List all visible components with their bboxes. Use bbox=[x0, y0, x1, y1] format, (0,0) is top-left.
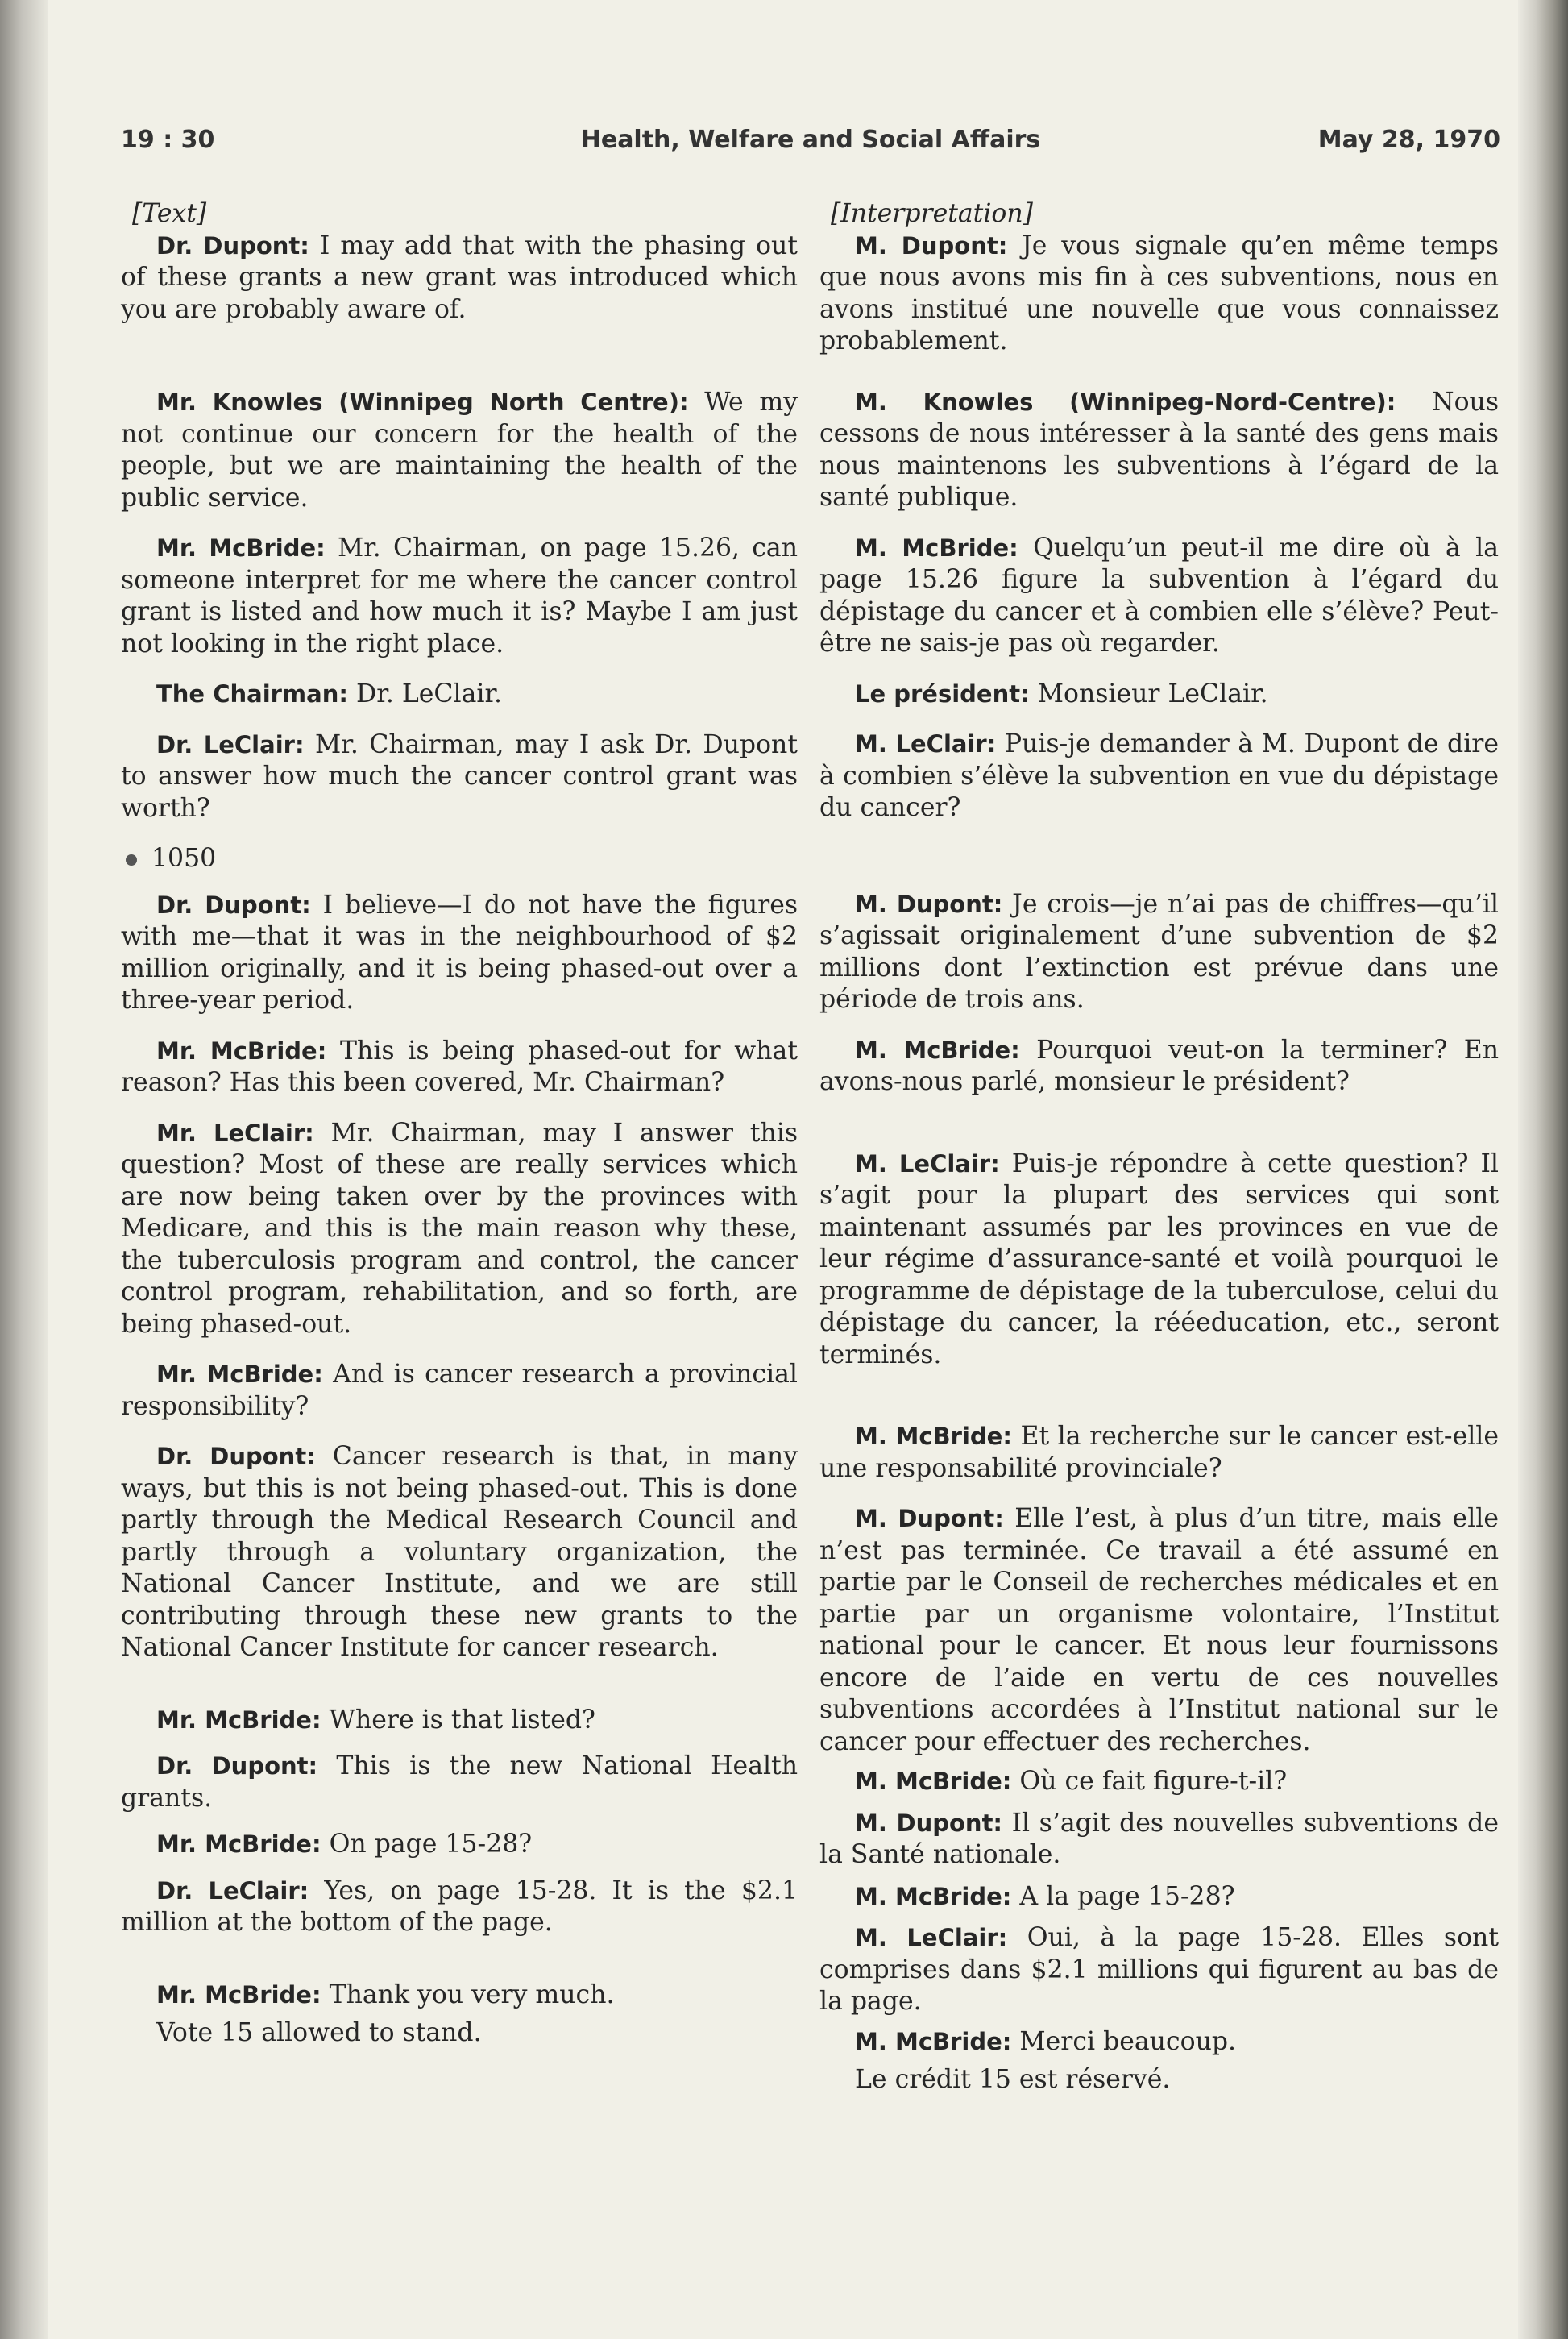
transcript-paragraph bbox=[121, 1441, 798, 1664]
speech-text: Mr. Chairman, may I answer this question? Most of these are really services which are now being taken over by the provinces with Medicare, and this is the main reason why these, the tuberculosis program and control, the cancer control program, rehabilitation, and so forth, are being phased-out. bbox=[121, 1118, 798, 1339]
vote-status-line bbox=[121, 2017, 798, 2050]
transcript-paragraph bbox=[121, 1876, 798, 1939]
speech-text: Cancer research is that, in many ways, but this is not being phased-out. This is done partly through the Medical Research Council and partly through a voluntary organization, the National Cancer Institute, and we are still contributing through these new grants to the National Cancer Institute for cancer research. bbox=[121, 1442, 799, 1662]
speaker-name: M. McBride: bbox=[855, 2027, 1012, 2055]
speaker-name: M. Dupont: bbox=[855, 1505, 1004, 1532]
speech-text: Et la recherche sur le cancer est-elle une responsabilité provinciale? bbox=[819, 1422, 1499, 1483]
speech-text: I may add that with the phasing out of these grants a new grant was introduced which you are probably aware of. bbox=[121, 231, 799, 324]
speech-text: On page 15-28? bbox=[321, 1830, 533, 1859]
speaker-name: Dr. LeClair: bbox=[156, 1876, 309, 1905]
speech-text: Puis-je répondre à cette question? Il s’agit pour la plupart des services qui sont maintenant assumés par les provinces en vue de leur régime d’assurance-santé et voilà pourquoi le programme de dépistage de la tuberculose, celui du dépistage du cancer, la rééeducation, etc., seront terminés. bbox=[819, 1149, 1499, 1369]
speech-text: Mr. Chairman, on page 15.26, can someone interpret for me where the cancer control grant is listed and how much it is? Maybe I am just not looking in the right place. bbox=[121, 534, 798, 658]
speech-text: Yes, on page 15-28. It is the $2.1 million at the bottom of the page. bbox=[121, 1876, 798, 1937]
transcript-paragraph bbox=[819, 679, 1499, 711]
speech-text: And is cancer research a provincial responsibility? bbox=[121, 1360, 798, 1421]
speaker-name: Mr. McBride: bbox=[156, 534, 326, 562]
speech-text: Thank you very much. bbox=[321, 1980, 615, 2009]
time-marker-bullet-icon bbox=[126, 854, 137, 866]
speech-text: I believe—I do not have the figures with me—that it was in the neighbourhood of $2 million originally, and it is being phased-out over a three-year period. bbox=[121, 890, 799, 1015]
speaker-name: Mr. Knowles (Winnipeg North Centre): bbox=[156, 388, 689, 416]
speech-text: Oui, à la page 15-28. Elles sont comprises dans $2.1 millions qui figurent au bas de la page. bbox=[819, 1923, 1499, 2016]
running-title: Health, Welfare and Social Affairs bbox=[580, 126, 1041, 154]
speaker-name: Mr. McBride: bbox=[156, 1830, 321, 1858]
transcript-paragraph bbox=[121, 890, 798, 1017]
transcript-paragraph bbox=[819, 1808, 1499, 1872]
speaker-name: M. Knowles (Winnipeg-Nord-Centre): bbox=[855, 388, 1396, 416]
transcript-paragraph bbox=[121, 729, 798, 825]
speech-text: Pourquoi veut-on la terminer? En avons-nous parlé, monsieur le président? bbox=[819, 1035, 1499, 1096]
transcript-paragraph bbox=[819, 1503, 1499, 1758]
speaker-name: M. Dupont: bbox=[855, 890, 1003, 918]
speaker-name: Mr. McBride: bbox=[156, 1037, 327, 1065]
time-marker bbox=[121, 843, 798, 875]
speaker-name: Mr. McBride: bbox=[156, 1705, 321, 1734]
speaker-name: M. McBride: bbox=[855, 1768, 1012, 1795]
transcript-paragraph bbox=[121, 1829, 798, 1861]
transcript-paragraph bbox=[819, 729, 1499, 825]
transcript-paragraph bbox=[121, 1751, 798, 1814]
speech-text: Le crédit 15 est réservé. bbox=[855, 2065, 1171, 2094]
speech-text: This is being phased-out for what reason? Has this been covered, Mr. Chairman? bbox=[121, 1036, 798, 1097]
page-header bbox=[121, 126, 1500, 164]
transcript-paragraph bbox=[819, 1881, 1499, 1913]
speech-text: Quelqu’un peut-il me dire où à la page 15.26 figure la subvention à l’égard du dépistage du cancer et à combien elle s’élève? Peut-être ne sais-je pas où regarder. bbox=[819, 533, 1500, 658]
speaker-name: M. LeClair: bbox=[855, 730, 997, 758]
speaker-name: Dr. Dupont: bbox=[156, 1752, 318, 1780]
transcript-paragraph bbox=[819, 2026, 1499, 2059]
transcript-paragraph bbox=[819, 387, 1499, 514]
speech-text: Elle l’est, à plus d’un titre, mais elle n’est pas terminée. Ce travail a été assumé en partie par le Conseil de recherches médicales et en partie par un organisme volontaire, l’Institut national pour le cancer. Et nous leur fournissons encore de l’aide en vertu de ces nouvelles subventions accordées à l’Institut national sur le cancer pour effectuer des recherches. bbox=[819, 1504, 1499, 1756]
section-label-interpretation: [Interpretation] bbox=[831, 199, 1033, 228]
english-text-column bbox=[121, 198, 798, 2050]
speech-text: We my not continue our concern for the health of the people, but we are maintaining the health of the public service. bbox=[121, 388, 798, 513]
section-label-text: [Text] bbox=[132, 199, 207, 228]
transcript-paragraph bbox=[819, 1421, 1499, 1485]
transcript-paragraph bbox=[121, 1980, 798, 2012]
speech-text: Nous cessons de nous intéresser à la santé des gens mais nous maintenons les subventions à l’égard de la santé publique. bbox=[819, 387, 1499, 512]
speaker-name: Mr. McBride: bbox=[156, 1361, 323, 1388]
page-fore-edge bbox=[1518, 0, 1568, 2339]
speech-text: Où ce fait figure-t-il? bbox=[1011, 1767, 1288, 1796]
speech-text: Mr. Chairman, may I ask Dr. Dupont to answer how much the cancer control grant was worth? bbox=[121, 729, 798, 823]
transcript-paragraph bbox=[121, 1359, 798, 1423]
speaker-name: M. Dupont: bbox=[855, 1809, 1003, 1837]
speaker-name: Dr. Dupont: bbox=[156, 1443, 316, 1470]
transcript-paragraph bbox=[121, 533, 798, 660]
speaker-name: Dr. LeClair: bbox=[156, 730, 305, 758]
speaker-name: The Chairman: bbox=[156, 680, 348, 708]
speaker-name: M. LeClair: bbox=[855, 1149, 1000, 1178]
transcript-paragraph bbox=[819, 533, 1499, 660]
transcript-paragraph bbox=[819, 889, 1499, 1016]
transcript-paragraph bbox=[121, 1036, 798, 1099]
speech-text: Monsieur LeClair. bbox=[1029, 679, 1268, 708]
speaker-name: M. Dupont: bbox=[855, 231, 1008, 260]
transcript-paragraph bbox=[121, 1705, 798, 1737]
time-marker-text: 1050 bbox=[151, 844, 217, 873]
page-binding-edge bbox=[0, 0, 48, 2339]
speech-text: A la page 15-28? bbox=[1011, 1881, 1235, 1911]
speaker-name: M. LeClair: bbox=[855, 1924, 1008, 1951]
speaker-name: Mr. LeClair: bbox=[156, 1119, 314, 1147]
vote-status-line bbox=[819, 2064, 1499, 2096]
speech-text: Il s’agit des nouvelles subventions de la Santé nationale. bbox=[819, 1808, 1499, 1869]
transcript-paragraph bbox=[121, 231, 798, 326]
speech-text: Dr. LeClair. bbox=[347, 679, 503, 708]
speaker-name: Dr. Dupont: bbox=[156, 891, 311, 919]
transcript-paragraph bbox=[819, 1766, 1499, 1798]
speech-text: Vote 15 allowed to stand. bbox=[156, 2018, 482, 2047]
speaker-name: M. McBride: bbox=[855, 1036, 1020, 1064]
transcript-paragraph bbox=[819, 1922, 1499, 2018]
page-number: 19 : 30 bbox=[121, 126, 215, 154]
transcript-paragraph bbox=[121, 387, 798, 514]
transcript-paragraph bbox=[819, 1149, 1499, 1372]
speaker-name: M. McBride: bbox=[855, 1882, 1012, 1910]
speech-text: Puis-je demander à M. Dupont de dire à combien s’élève la subvention en vue du dépistage du cancer? bbox=[819, 729, 1499, 822]
transcript-paragraph bbox=[121, 679, 798, 711]
speaker-name: Dr. Dupont: bbox=[156, 231, 309, 260]
transcript-paragraph bbox=[121, 1118, 798, 1341]
header-date: May 28, 1970 bbox=[1317, 126, 1500, 154]
speaker-name: M. McBride: bbox=[855, 534, 1018, 562]
transcript-paragraph bbox=[819, 1035, 1499, 1099]
speaker-name: Le président: bbox=[855, 679, 1030, 708]
speaker-name: M. McBride: bbox=[855, 1423, 1012, 1450]
french-interpretation-column bbox=[819, 198, 1499, 2096]
speech-text: Merci beaucoup. bbox=[1011, 2026, 1237, 2056]
transcript-paragraph bbox=[819, 231, 1499, 358]
speech-text: This is the new National Health grants. bbox=[121, 1751, 798, 1813]
speaker-name: Mr. McBride: bbox=[156, 1980, 321, 2009]
speech-text: Je vous signale qu’en même temps que nous avons mis fin à ces subventions, nous en avons institué une nouvelle que vous connaissez probablement. bbox=[819, 231, 1499, 355]
speech-text: Where is that listed? bbox=[321, 1705, 595, 1735]
speech-text: Je crois—je n’ai pas de chiffres—qu’il s’agissait originalement d’une subvention de $2 millions dont l’extinction est prévue dans une période de trois ans. bbox=[819, 889, 1499, 1014]
